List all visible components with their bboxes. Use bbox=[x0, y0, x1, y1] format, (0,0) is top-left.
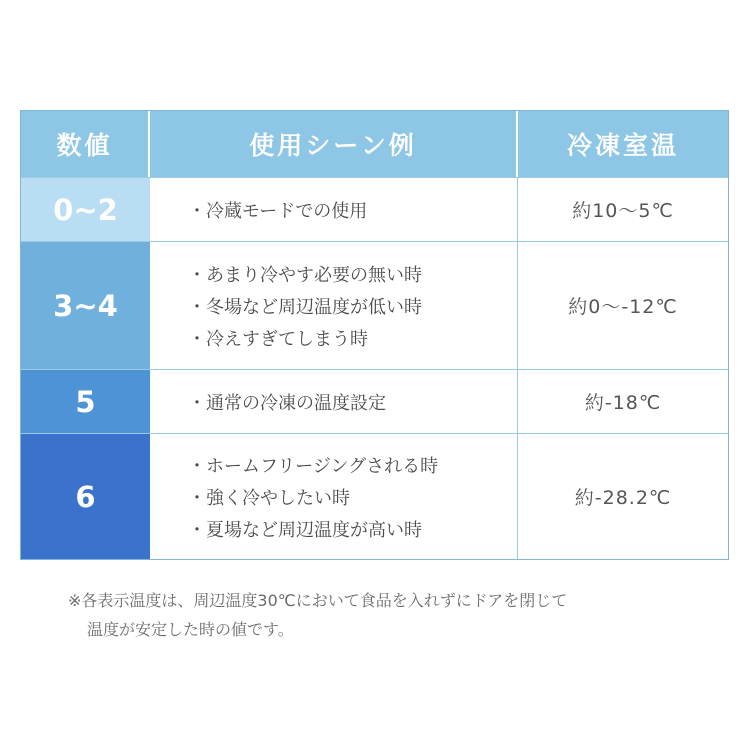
scene-item: ・冷蔵モードでの使用 bbox=[188, 200, 368, 222]
table-row bbox=[21, 369, 728, 433]
header-temp: 冷凍室温 bbox=[566, 131, 679, 160]
scene-item: ・あまり冷やす必要の無い時 bbox=[188, 264, 422, 286]
scene-item: ・強く冷やしたい時 bbox=[188, 487, 350, 509]
level-cell: 0~2 bbox=[21, 178, 150, 241]
scene-item: ・冷えすぎてしまう時 bbox=[188, 328, 368, 350]
table-row bbox=[21, 177, 728, 241]
level-cell: 6 bbox=[21, 434, 150, 559]
footnote-line-1: ※各表示温度は、周辺温度30℃において食品を入れずにドアを閉じて bbox=[68, 591, 568, 610]
table-row bbox=[21, 241, 728, 369]
header-level: 数値 bbox=[21, 111, 150, 177]
table-header bbox=[21, 111, 728, 177]
level-cell: 3~4 bbox=[21, 242, 150, 369]
scene-cell bbox=[150, 242, 518, 369]
scene-cell bbox=[150, 434, 518, 559]
scene-item: ・夏場など周辺温度が高い時 bbox=[188, 519, 422, 541]
level-cell: 5 bbox=[21, 370, 150, 433]
header-scene: 使用シーン例 bbox=[150, 111, 518, 177]
temp-cell: 約-18℃ bbox=[584, 392, 662, 414]
temperature-table bbox=[20, 110, 729, 560]
scene-item: ・通常の冷凍の温度設定 bbox=[188, 392, 386, 414]
temp-cell: 約10〜5℃ bbox=[572, 200, 674, 222]
temp-cell: 約-28.2℃ bbox=[574, 487, 672, 509]
scene-cell bbox=[150, 178, 518, 241]
footnote-line-2: 温度が安定した時の値です。 bbox=[87, 620, 294, 639]
scene-cell bbox=[150, 370, 518, 433]
table-row bbox=[21, 433, 728, 559]
temp-cell: 約0〜-12℃ bbox=[568, 296, 678, 318]
scene-item: ・冬場など周辺温度が低い時 bbox=[188, 296, 422, 318]
footnote bbox=[68, 586, 708, 644]
scene-item: ・ホームフリージングされる時 bbox=[188, 455, 439, 477]
